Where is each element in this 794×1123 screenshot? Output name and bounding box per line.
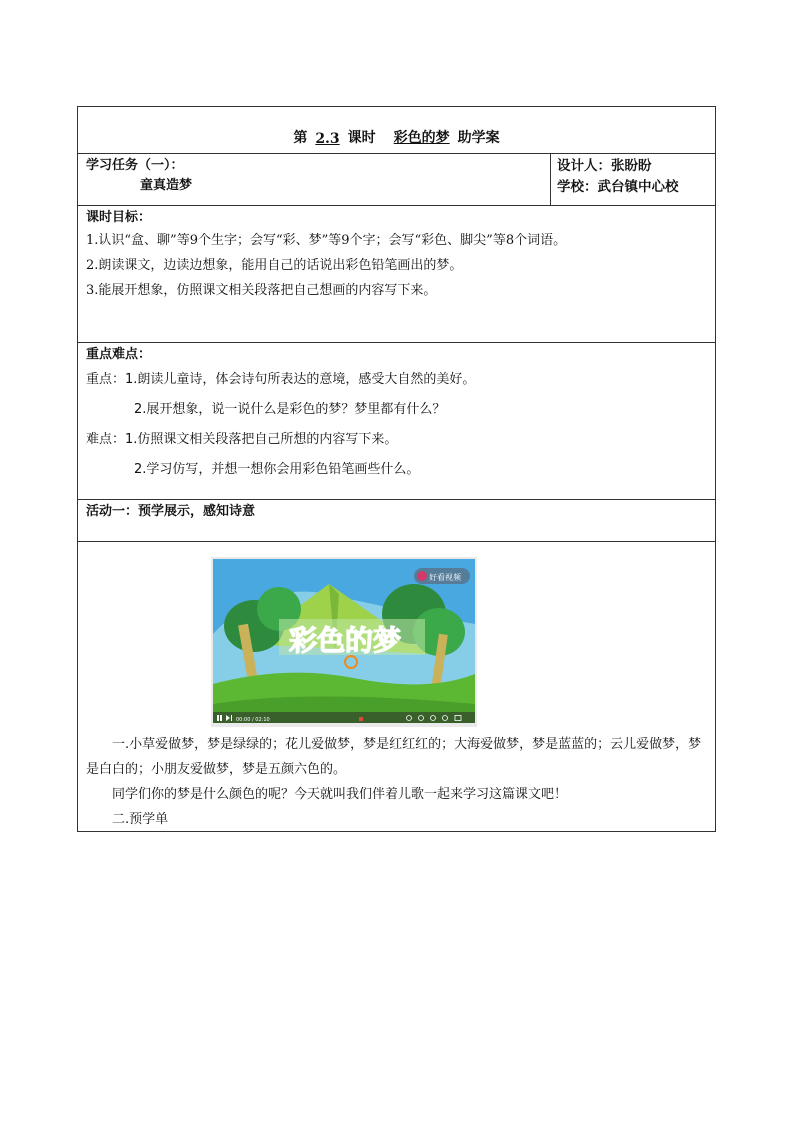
- task-name: 童真造梦: [140, 178, 193, 193]
- title-prefix: 第: [293, 130, 308, 146]
- key-points-section: [77, 343, 716, 500]
- key-point-line: 重点：1.朗读儿童诗，体会诗句所表达的意境，感受大自然的美好。: [86, 372, 476, 387]
- video-player[interactable]: [209, 554, 479, 729]
- title-suffix: 助学案: [457, 130, 500, 146]
- video-frame: [209, 554, 479, 729]
- difficulty-line: 2.学习仿写，并想一想你会用彩色铅笔画些什么。: [134, 462, 420, 477]
- video-time: 00:00 / 02:10: [236, 717, 270, 723]
- paragraph: 一.小草爱做梦，梦是绿绿的；花儿爱做梦，梦是红红红的；大海爱做梦，梦是蓝蓝的；云儿爱做梦，梦是白白的；小朋友爱做梦，梦是五颜六色的。: [86, 737, 702, 777]
- activity-body: [77, 542, 716, 832]
- paragraph: 同学们你的梦是什么颜色的呢？今天就叫我们伴着儿歌一起来学习这篇课文吧！: [112, 787, 568, 802]
- progress-dot[interactable]: [359, 717, 363, 721]
- task-cell: [78, 154, 551, 205]
- brand-label: 好看视频: [429, 573, 461, 582]
- goal-item: 3.能展开想象，仿照课文相关段落把自己想画的内容写下来。: [86, 283, 437, 298]
- video-caption: 彩色的梦: [289, 624, 402, 657]
- goal-item: 2.朗读课文，边读边想象，能用自己的话说出彩色铅笔画出的梦。: [86, 258, 463, 273]
- goal-item: 1.认识“盒、聊”等9个生字；会写“彩、梦”等9个字；会写“彩色、脚尖”等8个词语。: [86, 233, 567, 248]
- designer-cell: [551, 154, 715, 205]
- lesson-number: 2.3: [315, 131, 340, 147]
- school-name: 学校：武台镇中心校: [557, 179, 679, 195]
- task-row: [77, 154, 716, 206]
- goals-heading: 课时目标：: [86, 210, 152, 225]
- activity-heading-row: [77, 500, 716, 542]
- key-points-heading: 重点难点：: [86, 347, 152, 362]
- paragraph: 二.预学单: [112, 812, 169, 827]
- task-label: 学习任务（一）：: [86, 158, 184, 173]
- key-point-line: 2.展开想象，说一说什么是彩色的梦？梦里都有什么？: [134, 402, 446, 417]
- activity-heading: 活动一：预学展示，感知诗意: [86, 504, 256, 519]
- designer-name: 设计人：张盼盼: [557, 158, 652, 174]
- goals-section: [77, 206, 716, 343]
- document-title: [77, 106, 716, 154]
- difficulty-line: 难点：1.仿照课文相关段落把自己所想的内容写下来。: [86, 432, 398, 447]
- document-sheet: [77, 106, 716, 832]
- title-mid: 课时: [347, 130, 376, 146]
- pause-icon[interactable]: [217, 715, 219, 721]
- lesson-name: 彩色的梦: [393, 130, 450, 146]
- activity-text: [86, 732, 707, 832]
